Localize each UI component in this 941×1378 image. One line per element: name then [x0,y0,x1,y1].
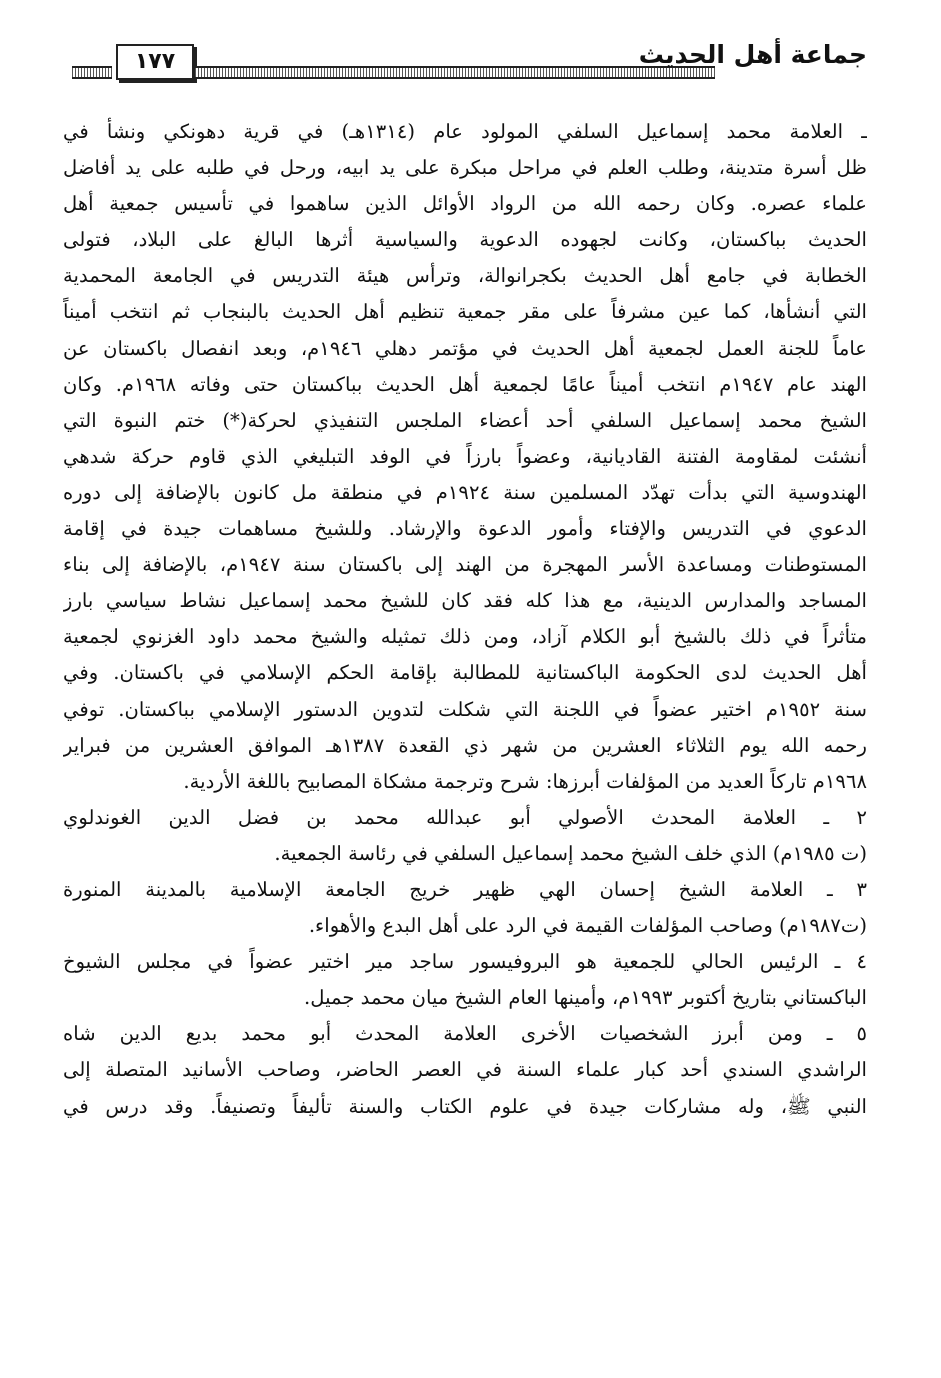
text-line-25: الباكستاني بتاريخ أكتوبر ١٩٩٣م، وأمينها العام الشيخ ميان محمد جميل. [304,986,867,1010]
page-number: ١٧٧ [116,44,194,80]
text-line-1: ـ العلامة محمد إسماعيل السلفي المولود عام (١٣١٤هـ) في قرية دهونكي ونشأ في [63,120,867,143]
page-header [72,38,867,86]
text-line-18: رحمه الله يوم الثلاثاء العشرين من شهر ذي القعدة ١٣٨٧هـ الموافق العشرين من فبراير [63,733,867,757]
text-line-19: ١٩٦٨م تاركاً العديد من المؤلفات أبرزها: شرح وترجمة مشكاة المصابيح باللغة الأردية. [183,769,867,793]
text-line-21: (ت ١٩٨٥م) الذي خلف الشيخ محمد إسماعيل السلفي في رئاسة الجمعية. [274,841,867,865]
text-line-2: ظل أسرة متدينة، وطلب العلم في مراحل مبكرة على يد ابيه، ورحل في طلبه على يد أفاضل [63,156,867,180]
text-line-4: الحديث بباكستان، وكانت لجهوده الدعوية والسياسية أثرها البالغ على البلاد، فتولى [63,228,867,252]
text-line-12: الدعوي في التدريس والإفتاء وأمور الدعوة والإرشاد. وللشيخ مساهمات جيدة في إقامة [63,517,867,541]
body-text [63,114,867,1125]
text-line-8: الهند عام ١٩٤٧م انتخب أميناً عامًا لجمعية أهل الحديث بباكستان حتى وفاته ١٩٦٨م. وكان [63,372,867,396]
text-line-10: أنشئت لمقاومة الفتنة القاديانية، وعضواً بارزاً في الوفد التبليغي الذي قاوم حركة شدهي [63,444,867,468]
text-line-28: النبي ﷺ، وله مشاركات جيدة في علوم الكتاب والسنة تأليفاً وتصنيفاً. وقد درس في [63,1094,867,1118]
text-line-26: ٥ ـ ومن أبرز الشخصيات الأخرى العلامة المحدث أبو محمد بديع الدين شاه [63,1022,867,1046]
text-line-27: الراشدي السندي أحد كبار علماء السنة في العصر الحاضر، وصاحب الأسانيد المتصلة إلى [63,1058,867,1082]
text-line-13: المستوطنات ومساعدة الأسر المهجرة من الهند إلى باكستان سنة ١٩٤٧م، بالإضافة إلى بناء [63,553,867,577]
text-line-6: التي أنشأها، كما عين مشرفاً على مقر جمعية تنظيم أهل الحديث بالبنجاب ثم انتخب أميناً [63,300,867,324]
text-line-5: الخطابة في جامع أهل الحديث بكجرانوالة، وترأس هيئة التدريس في الجامعة المحمدية [63,264,867,288]
text-line-9: الشيخ محمد إسماعيل السلفي أحد أعضاء الملجس التنفيذي لحركة(*) ختم النبوة التي [63,408,867,432]
text-line-17: سنة ١٩٥٢م اختير عضواً في اللجنة التي شكلت لتدوين الدستور الإسلامي بباكستان. توفي [63,697,867,721]
text-line-24: ٤ ـ الرئيس الحالي للجمعية هو البروفيسور ساجد مير اختير عضواً في مجلس الشيوخ [63,950,867,974]
running-title: جماعة أهل الحديث [638,40,867,69]
text-line-23: (ت١٩٨٧م) وصاحب المؤلفات القيمة في الرد على أهل البدع والأهواء. [308,914,867,938]
header-rule-right [195,66,715,79]
header-rule-left [72,66,112,79]
text-line-7: عاماً للجنة العمل لجمعية أهل الحديث في مؤتمر دهلي ١٩٤٦م، وبعد انفصال باكستان عن [63,336,867,360]
text-line-16: أهل الحديث لدى الحكومة الباكستانية للمطالبة بإقامة الحكم الإسلامي في باكستان. وفي [63,661,867,685]
text-line-22: ٣ ـ العلامة الشيخ إحسان الهي ظهير خريج الجامعة الإسلامية بالمدينة المنورة [63,877,867,901]
text-line-11: الهندوسية التي بدأت تهدّد المسلمين سنة ١٩٢٤م في منطقة مل كانون بالإضافة إلى دوره [63,480,867,504]
text-line-3: علماء عصره. وكان رحمه الله من الرواد الأوائل الذين ساهموا في تأسيس جمعية أهل [63,192,867,216]
text-line-20: ٢ ـ العلامة المحدث الأصولي أبو عبدالله محمد بن فضل الدين الغوندلوي [63,805,867,829]
text-line-15: متأثراً في ذلك بالشيخ أبو الكلام آزاد، ومن ذلك تمثيله والشيخ محمد داود الغزنوي لجمعية [63,625,867,649]
text-line-14: المساجد والمدارس الدينية، مع هذا كله فقد كان للشيخ محمد إسماعيل نشاط سياسي بارز [63,589,867,613]
